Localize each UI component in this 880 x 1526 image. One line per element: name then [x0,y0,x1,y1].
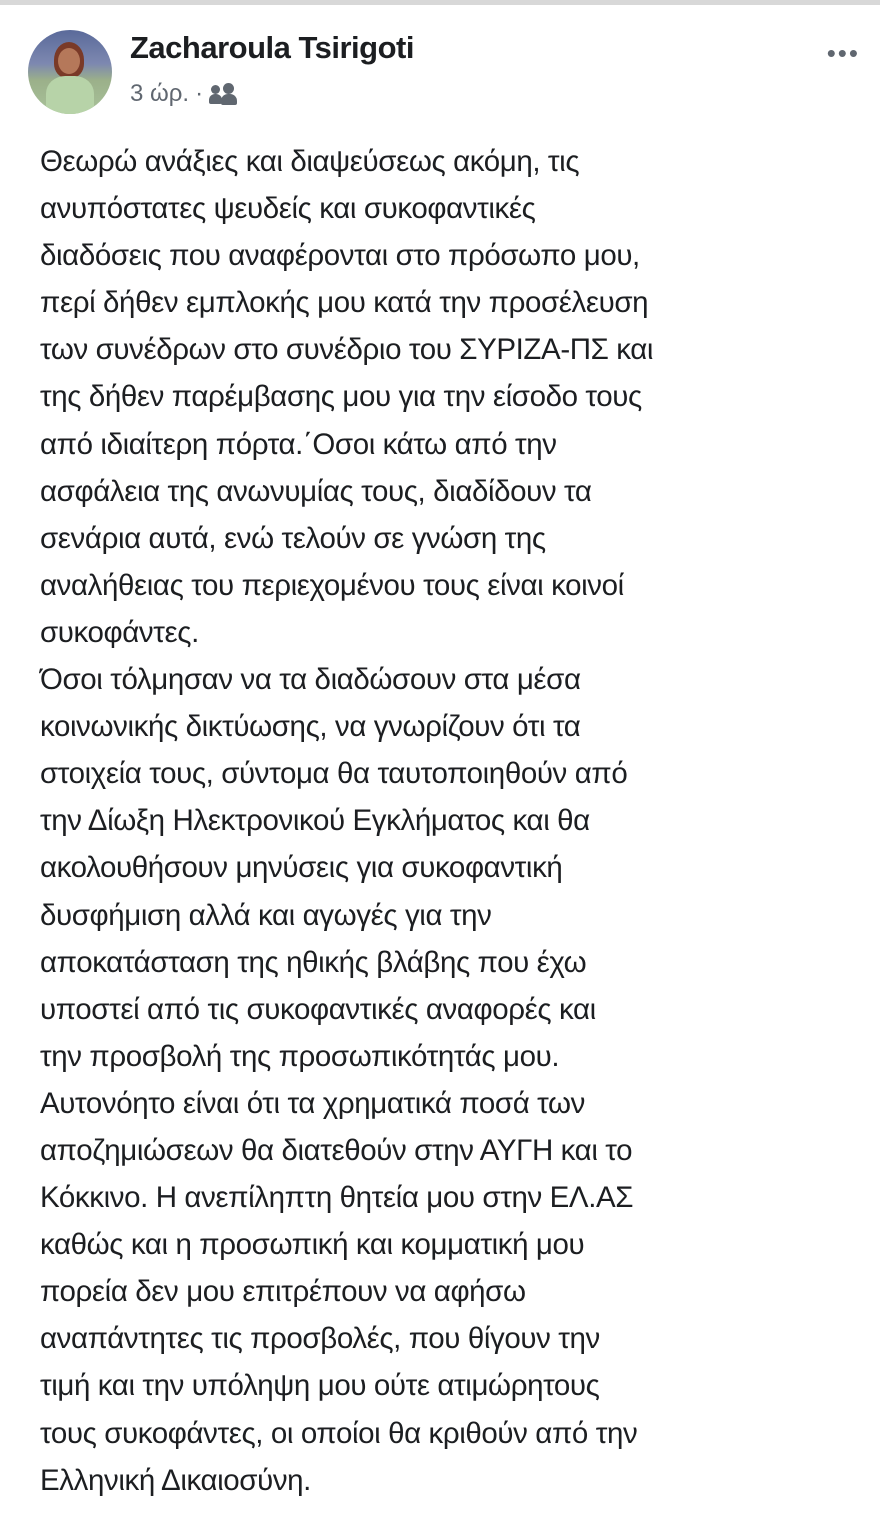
top-divider [0,0,880,5]
avatar-face [58,48,80,74]
post-text-line: συκοφάντες. [40,615,199,649]
post-text-line: αποκατάσταση της ηθικής βλάβης που έχω [40,945,587,979]
post-text-line: την Δίωξη Ηλεκτρονικού Εγκλήματος και θα [40,804,590,838]
post-text-line: περί δήθεν εμπλοκής μου κατά την προσέλευση [40,286,649,320]
post-text-line: πορεία δεν μου επιτρέπουν να αφήσω [40,1275,526,1309]
post-text-line: αναπάντητες τις προσβολές, που θίγουν την [40,1322,600,1356]
post-text-line: της δήθεν παρέμβασης μου για την είσοδο τους [40,380,642,414]
post-text-line: στοιχεία τους, σύντομα θα ταυτοποιηθούν από [40,757,628,791]
post-text-line: σενάρια αυτά, ενώ τελούν σε γνώση της [40,521,546,555]
post-text-line: διαδόσεις που αναφέρονται στο πρόσωπο μου, [40,239,640,273]
post-text-line: την προσβολή της προσωπικότητάς μου. [40,1039,560,1073]
post-text-line: από ιδιαίτερη πόρτα.΄Οσοι κάτω από την [40,427,557,461]
post-time[interactable]: 3 ώρ. [130,80,190,107]
post-text-line: Όσοι τόλμησαν να τα διαδώσουν στα μέσα [40,663,581,697]
post-text-line: αποζημιώσεων θα διατεθούν στην ΑΥΓΗ και το [40,1133,633,1167]
post-text-line: Αυτονόητο είναι ότι τα χρηματικά ποσά των [40,1086,585,1120]
post-text-line: Θεωρώ ανάξιες και διαψεύσεως ακόμη, τις [40,145,580,178]
post-text-line: κοινωνικής δικτύωσης, να γνωρίζουν ότι τα [40,710,581,744]
post-text-line: ανυπόστατες ψευδείς και συκοφαντικές [40,192,536,226]
post-meta [130,80,239,108]
post-text-line: υποστεί από τις συκοφαντικές αναφορές και [40,992,596,1026]
post-text-line: αναλήθειας του περιεχομένου τους είναι κοινοί [40,568,624,602]
author-name[interactable]: Zacharoula Tsirigoti [130,30,414,65]
post-text-line: Ελληνική Δικαιοσύνη. [40,1463,311,1497]
post-text-line: ακολουθήσουν μηνύσεις για συκοφαντική [40,851,563,885]
post-text-line: δυσφήμιση αλλά και αγωγές για την [40,898,492,932]
post-text [40,138,870,1504]
post-text-line: καθώς και η προσωπική και κομματική μου [40,1228,585,1262]
meta-separator: · [195,80,204,107]
avatar[interactable] [28,30,112,114]
post-text-line: Κόκκινο. Η ανεπίληπτη θητεία μου στην ΕΛ.ΑΣ [40,1181,634,1215]
friends-icon [209,83,239,105]
post-text-line: τους συκοφάντες, οι οποίοι θα κριθούν από την [40,1416,638,1450]
post-text-line: των συνέδρων στο συνέδριο του ΣΥΡΙΖΑ-ΠΣ και [40,333,654,367]
post-text-line: ασφάλεια της ανωνυμίας τους, διαδίδουν τα [40,474,592,508]
more-options-button[interactable]: ••• [826,38,860,68]
post-text-line: τιμή και την υπόληψη μου ούτε ατιμώρητους [40,1369,600,1403]
avatar-body [46,76,94,114]
